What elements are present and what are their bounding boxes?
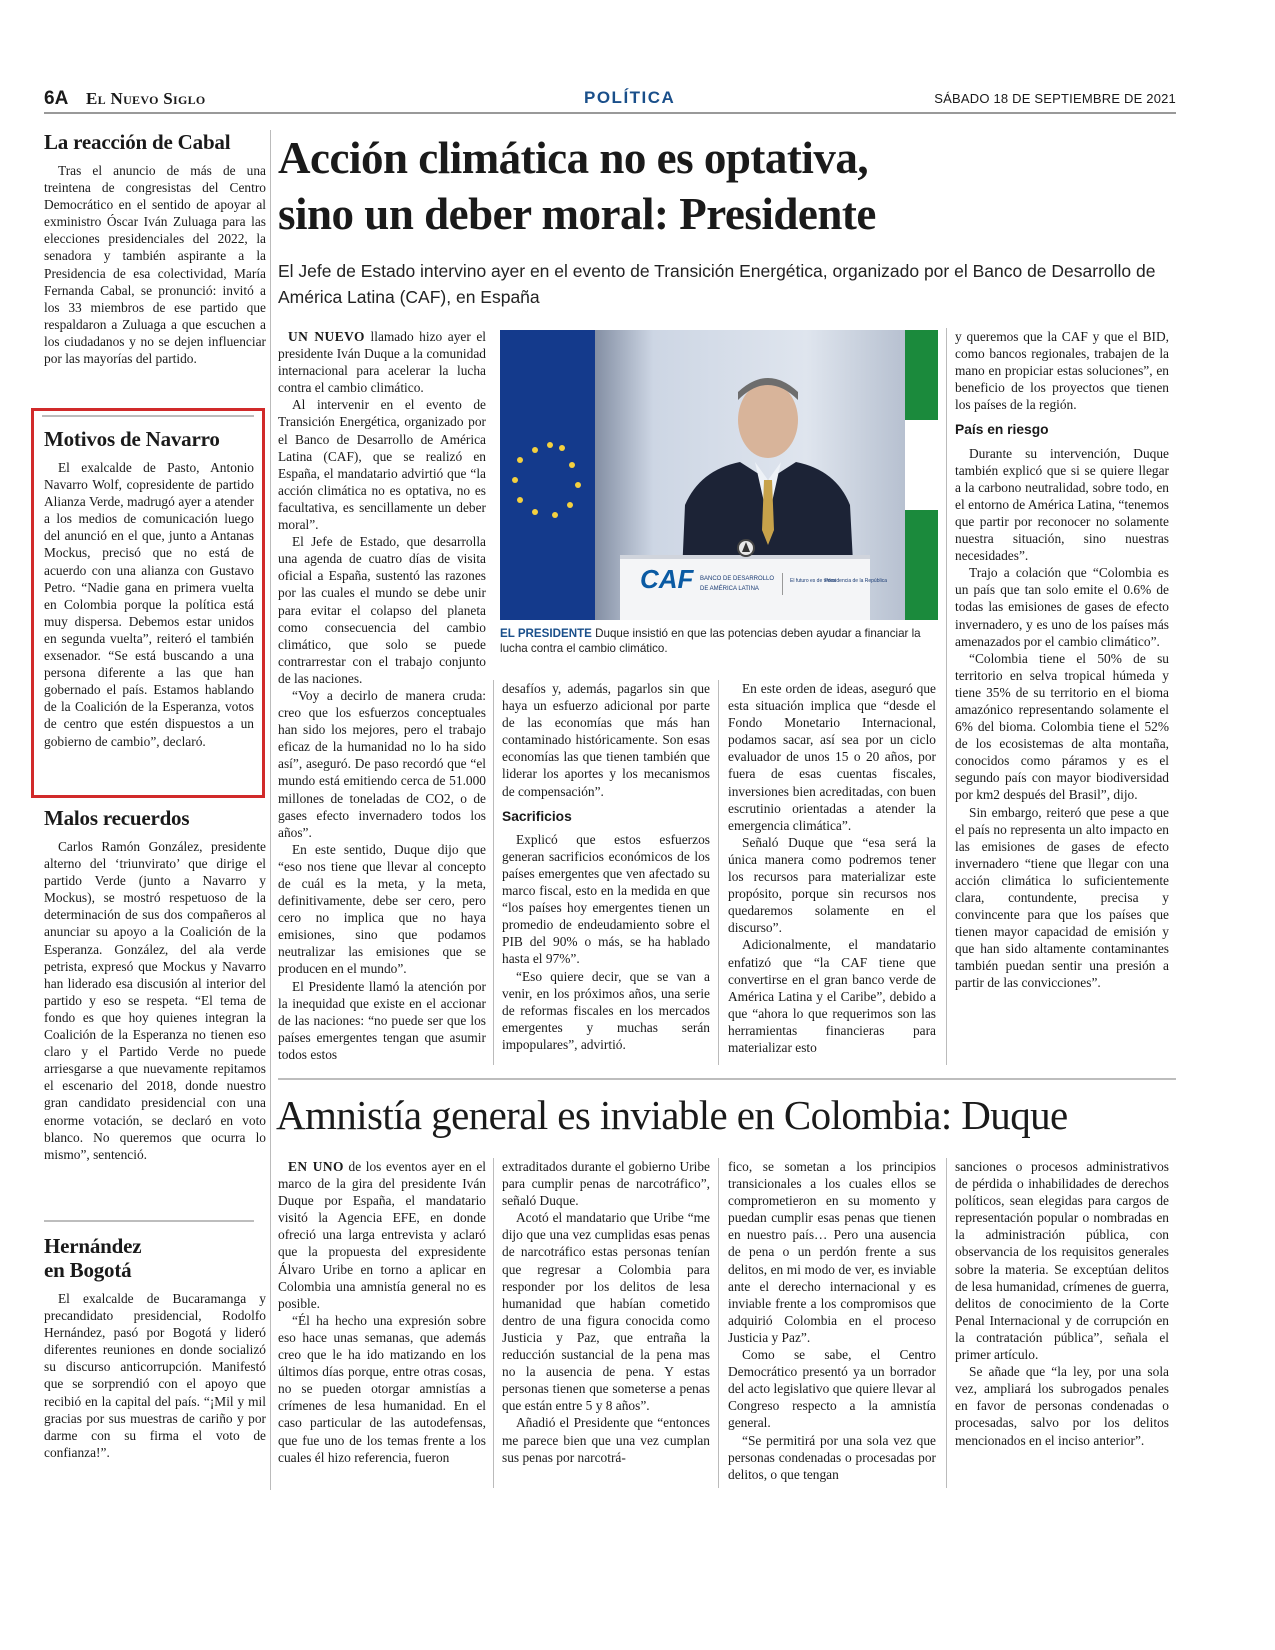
- sidebar-title-reaccion: La reacción de Cabal: [44, 130, 231, 154]
- article1-col1: [278, 328, 486, 1063]
- navarro-content: [44, 427, 254, 750]
- article2-col2-p3: Añadió el Presidente que “entonces me parece bien que una vez cumplan sus penas por narcotrá-: [502, 1415, 710, 1465]
- article1-divider-3: [946, 328, 947, 1065]
- article2-col4: [955, 1158, 1169, 1449]
- photo-caption: [500, 626, 940, 656]
- podium-logo: CAF: [640, 564, 694, 594]
- article1-col3: [728, 680, 936, 1056]
- article-separator: [278, 1078, 1176, 1080]
- article2-divider-1: [493, 1158, 494, 1488]
- article1-col4-p2: Durante su intervención, Duque también explicó que si se quiere llegar a la carbono neutralidad, sobre todo, en el entorno de América Latina, “tenemos que partir por reconocer no solamente nuestra situación, sino nuestras necesidades”.: [955, 445, 1169, 564]
- header-rule: [44, 112, 1176, 114]
- podium-tag2: Presidencia de la República: [825, 578, 887, 584]
- article1-col1-p2: Al intervenir en el evento de Transición Energética, organizado por el Banco de Desarrollo de América Latina (CAF), que se realizó en España, el mandatario advirtió que “la acción climática no es optativa, no es facultativa, es sencillamente un deber moral”.: [278, 397, 486, 533]
- article2-col3-p2: Como se sabe, el Centro Democrático presentó ya un borrador del acto legislativo que quiere llevar al Congreso respecto a la amnistía general.: [728, 1347, 936, 1431]
- sidebar-title-navarro: Motivos de Navarro: [44, 427, 220, 451]
- article1-col2-p1: desafíos y, además, pagarlos sin que haya un esfuerzo adicional por parte de las economías que más han contaminado históricamente. Son esas economías las que tienen también que liderar los aportes y los mecanismos de compensación”.: [502, 681, 710, 799]
- article2-col2-p2: Acotó el mandatario que Uribe “me dijo que una vez cumplidas esas penas de narcotráfico estas personas tenían que regresar a Colombia para responder por los delitos de lesa humanidad que habían cometido dentro de una figura conocida como Justicia y Paz, que entraña la reducción sustancial de la pena mas no la ausencia de pena. Y estas personas tienen que someterse a penas que están entre 5 y 8 años”.: [502, 1210, 710, 1414]
- article1-col1-p1: llamado hizo ayer el presidente Iván Duque a la comunidad internacional para acelerar la lucha contra el cambio climático.: [278, 329, 486, 396]
- sidebar-rule: [44, 1220, 254, 1222]
- article1-col4: [955, 328, 1169, 992]
- duque-photo-illustration: [500, 330, 938, 620]
- sidebar-body-reaccion: Tras el anuncio de más de una treintena de congresistas del Centro Democrático en el sentido de apoyar al exministro Óscar Iván Zuluaga para las elecciones presidenciales del 2022, la senadora y también aspirante a la Presidencia de esa colectividad, María Fernanda Cabal, se pronunció: invitó a los 33 miembros de ese partido que respaldaron a Zuluaga a que escuchen a los ciudadanos y no se dejen influenciar por las mayorías del partido.: [44, 163, 266, 367]
- article2-col2: [502, 1158, 710, 1466]
- article2-col3-p3: “Se permitirá por una sola vez que personas condenadas o procesadas por delitos, o que tengan: [728, 1432, 936, 1482]
- sidebar-malos: [44, 806, 266, 1163]
- article1-col4-p3: Trajo a colación que “Colombia es un país que tan solo emite el 0.6% de todas las emisiones de gases de efecto invernadero, y es uno de los países más amenazados por el cambio climático”.: [955, 565, 1169, 649]
- article2-col1-p1: de los eventos ayer en el marco de la gira del presidente Iván Duque por España, el mandatario visitó la Agencia EFE, en donde ofreció una larga entrevista y aclaró que la propuesta del expresidente Álvaro Uribe en torno a aplicar en Colombia una amnistía general no es posible.: [278, 1159, 486, 1311]
- masthead: El Nuevo Siglo: [86, 89, 206, 108]
- article1-subhead-sacrificios: Sacrificios: [502, 808, 572, 824]
- photo-caption-text: Duque insistió en que las potencias deben ayudar a financiar la lucha contra el cambio climático.: [500, 627, 921, 655]
- page-date: SÁBADO 18 DE SEPTIEMBRE DE 2021: [934, 91, 1176, 106]
- sidebar: [44, 130, 266, 367]
- sidebar-body-malos: Carlos Ramón González, presidente alterno del ‘triunvirato’ que dirige el partido Verde (junto a Navarro y Mockus), se mostró respetuoso de la determinación de sus dos compañeros al anunciar su apoyo a la Coalición de la Esperanza. González, del ala verde petrista, expresó que Mockus y Navarro han liderado esa discusión al interior del partido y eso se respeta. “El tema de fondo es que hoy quienes integran la Coalición de la Esperanza no tienen eso claro y el Partido Verde no puede arriesgarse a que nuevamente repitamos el escenario del 2018, donde nuestro gran candidato presidencial con una enorme votación, se declaró en voto blanco. No queremos que ocurra lo mismo”, sentenció.: [44, 839, 266, 1162]
- article1-photo: [500, 330, 938, 620]
- article1-col4-p4: “Colombia tiene el 50% de su territorio en selva tropical húmeda y tiene 35% de su territorio en el bioma amazónico representando solamente el 6% del bioma. Colombia tiene el 52% de los ecosistemas de alta montaña, conocidos como páramos y es el segundo país con mayor biodiversidad por km2 después del Brasil”, dijo.: [955, 650, 1169, 803]
- page-number: 6A: [44, 88, 69, 109]
- photo-caption-lead: EL PRESIDENTE: [500, 627, 592, 640]
- article1-deck: El Jefe de Estado intervino ayer en el evento de Transición Energética, organizado por el Banco de Desarrollo de América Latina (CAF), en España: [278, 261, 1156, 307]
- article1-col2-p3: “Eso quiere decir, que se van a venir, en los próximos años, una serie de reformas fiscales en los mercados emergentes y muchas serán impopulares”, advirtió.: [502, 968, 710, 1052]
- article2-col3: [728, 1158, 936, 1483]
- sidebar-divider: [270, 130, 271, 1490]
- article2-col2-p1: extraditados durante el gobierno Uribe para cumplir penas de narcotráfico”, señaló Duque.: [502, 1159, 710, 1209]
- sidebar-title-hernandez-2: en Bogotá: [44, 1258, 132, 1282]
- section-title: POLÍTICA: [584, 88, 676, 107]
- sidebar-body-hernandez: El exalcalde de Bucaramanga y precandidato presidencial, Rodolfo Hernández, pasó por Bogotá y lideró diferentes reuniones en donde socializó su discurso anticorrupción. Manifestó que se sorprendió con el apoyo que recibió en la capital del país. “¡Mil y mil gracias por sus muestras de cariño y por darme con su firma el voto de confianza!”.: [44, 1291, 266, 1460]
- sidebar-title-hernandez-1: Hernández: [44, 1234, 142, 1258]
- article1-col3-p2: Señaló Duque que “esa será la única manera como podremos tener los recursos para materializar este propósito, porque sin recursos nos quedaremos solamente en el discurso”.: [728, 834, 936, 936]
- article1-headline-line2: sino un deber moral: Presidente: [278, 189, 876, 239]
- article2-headline: Amnistía general es inviable en Colombia: Duque: [276, 1092, 1068, 1138]
- article1-col2-p2: Explicó que estos esfuerzos generan sacrificios económicos de los países emergentes que ven afectado su marco fiscal, esto en la medida en que “los países hoy emergentes tienen un promedio de endeudamiento sobre el PIB del 90% o más, se ha hablado hasta el 97%”.: [502, 831, 710, 967]
- sidebar-title-malos: Malos recuerdos: [44, 806, 190, 830]
- article2-lead-caps: EN UNO: [288, 1159, 344, 1174]
- article1-subhead-pais: País en riesgo: [955, 422, 1049, 438]
- navarro-box-inner-rule: [42, 415, 254, 417]
- article1-headline: [278, 130, 1178, 242]
- podium-tag: El futuro es de todos: [790, 578, 836, 584]
- article1-col1-p5: En este sentido, Duque dijo que “eso nos tiene que llevar al concepto de cuál es la meta, y la meta, definitivamente, debe ser cero, pero cero no implica que no haya emisiones, sino que podamos neutralizar las emisiones que se producen en el mundo”.: [278, 841, 486, 977]
- article1-col1-p3: El Jefe de Estado, que desarrolla una agenda de cuatro días de visita oficial a España, sustentó las razones por las cuales el mundo se debe unir para evitar el colapso del planeta como consecuencia del cambio climático, que solo se puede contrarrestar con el trabajo conjunto de las naciones.: [278, 534, 486, 686]
- article1-col1-p6: El Presidente llamó la atención por la inequidad que existe en el accionar de las naciones: “no puede ser que los países emergentes tengan que asumir todos estos: [278, 978, 486, 1062]
- article1-col4-p5: Sin embargo, reiteró que pese a que el país no representa un alto impacto en las emisiones de gases de efecto invernadero “tiene que llegar con una acción climática lo suficientemente clara, contundente, precisa y convincente para que los países que tienen mayor capacidad de emisión y que han sido altamente contaminantes también puedan sentir una presión a partir de las convicciones”.: [955, 804, 1169, 991]
- podium-sub2: DE AMÉRICA LATINA: [700, 586, 759, 592]
- article2-col1: [278, 1158, 486, 1466]
- navarro-box: [31, 408, 265, 798]
- podium-sub1: BANCO DE DESARROLLO: [700, 576, 775, 582]
- sidebar-hernandez: [44, 1234, 266, 1461]
- article1-lead-caps: UN NUEVO: [288, 329, 365, 344]
- sidebar-body-navarro: El exalcalde de Pasto, Antonio Navarro Wolf, copresidente de partido Alianza Verde, madrugó ayer a atender a los medios de comunicación luego del anunció en el que, junto a Antanas Mockus, precisó que no está de acuerdo con una alianza con Gustavo Petro. “Nadie gana en primera vuelta en Colombia porque la política está muy dispersa. Debemos estar unidos en segunda vuelta”, reiteró el también exsenador. “Se está buscando a una persona diferente a las que han gobernado el país. Estamos hablando de la Coalición de la Esperanza, votos de centro que estén dispuestos a un gobierno de cambio”, declaró.: [44, 460, 254, 749]
- article1-divider-1: [493, 680, 494, 1065]
- article1-divider-2: [718, 680, 719, 1065]
- article1-col2: [502, 680, 710, 1053]
- article2-divider-3: [946, 1158, 947, 1488]
- article1-col3-p3: Adicionalmente, el mandatario enfatizó que “la CAF tiene que convertirse en el gran banco verde de América Latina y el Caribe”, debido a que “ahora lo que requerimos son las herramientas financieras para materializar esto: [728, 937, 936, 1055]
- article2-col4-p2: Se añade que “la ley, por una sola vez, ampliará los subrogados penales en favor de personas condenadas o procesadas, salvo por los delitos mencionados en el inciso anterior”.: [955, 1364, 1169, 1448]
- page-header: [44, 86, 1176, 112]
- article2-col4-p1: sanciones o procesos administrativos de pérdida o inhabilidades de derechos políticos, sean elegidas para cargos de representación popular o nombradas en la administración pública, con observancia de los requisitos generales sobre la materia. Se exceptúan delitos de lesa humanidad, crímenes de guerra, delitos de conocimiento de la Corte Penal Internacional y de corrupción en la contratación pública”, señala el primer artículo.: [955, 1159, 1169, 1363]
- article1-col3-p1: En este orden de ideas, aseguró que esta situación implica que “desde el Fondo Monetario Internacional, podamos sacar, así sea por un ciclo evaluador de unos 15 o 20 años, por fuera de esas cuentas fiscales, inversiones bien acreditadas, con buen escrutinio orientadas a atender la emergencia climática”.: [728, 681, 936, 833]
- article1-col1-p4: “Voy a decirlo de manera cruda: creo que los esfuerzos conceptuales han sido los mejores, pero el trabajo eficaz de la humanidad no lo ha sido así”, aseguró. De paso recordó que “el mundo está emitiendo cerca de 51.000 millones de toneladas de CO2, o de gases efecto invernadero todos los años”.: [278, 687, 486, 840]
- eu-flag: [500, 330, 595, 620]
- article1-col4-p1: y queremos que la CAF y que el BID, como bancos regionales, trabajen de la mano en propiciar estas soluciones”, en beneficio de los proyectos que tienen los países de la región.: [955, 329, 1169, 413]
- article2-col1-p2: “Él ha hecho una expresión sobre eso hace unas semanas, que además creo que le ha ido matizando en los últimos días porque, entre otras cosas, no se pueden otorgar amnistías a crímenes de lesa humanidad. En el caso particular de las autodefensas, que fue uno de los temas frente a los cuales él hizo referencia, fueron: [278, 1312, 486, 1465]
- article2-col3-p1: fico, se sometan a los principios transicionales a los cuales ellos se comprometieron en su momento y puedan cumplir esas penas que tienen en nuestro país… Pero una ausencia de pena o un perdón frente a sus delitos, en mi modo de ver, es inviable ante el derecho internacional y es inviable frente a los compromisos que adquirió Colombia en el proceso Justicia y Paz”.: [728, 1159, 936, 1345]
- article1-headline-line1: Acción climática no es optativa,: [278, 133, 869, 183]
- article2-divider-2: [718, 1158, 719, 1488]
